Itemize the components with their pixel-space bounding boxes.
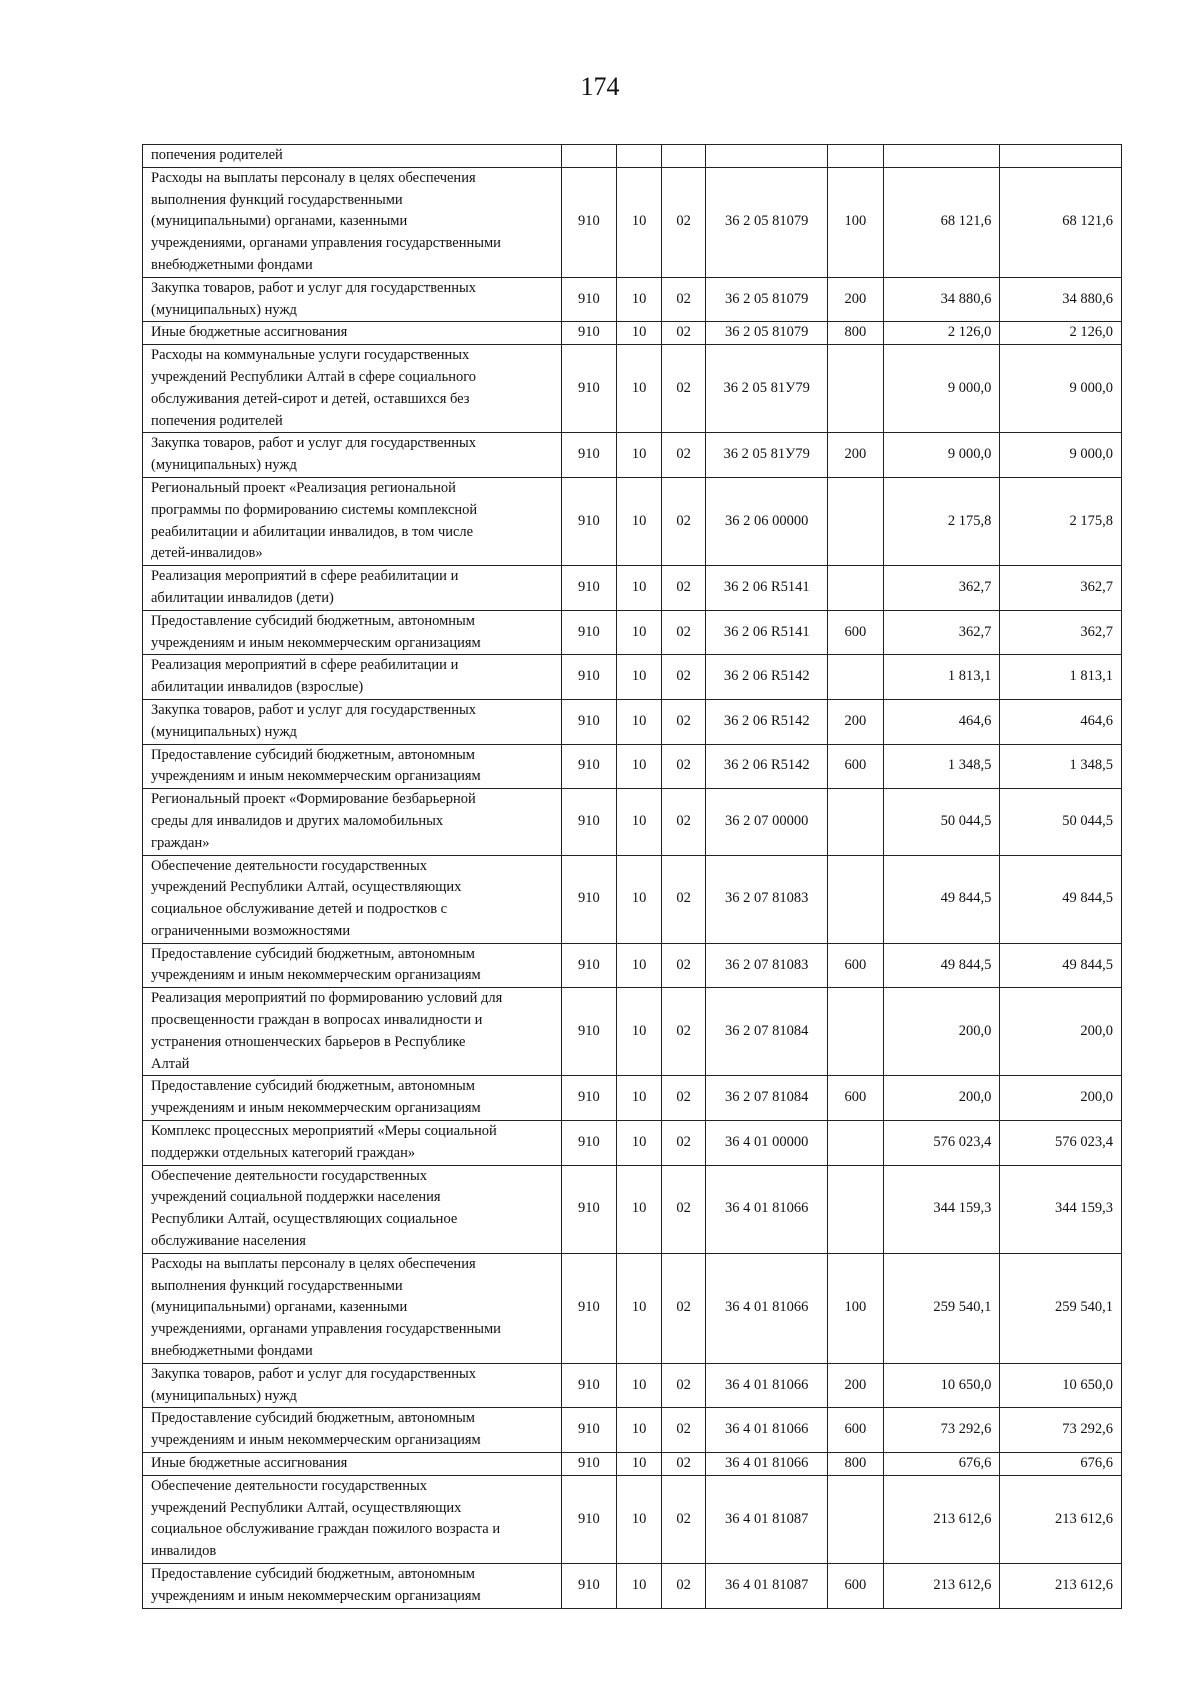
cell-amount-1: 464,6: [883, 699, 1000, 744]
table-row: [143, 1453, 1122, 1476]
cell-expense-type: 600: [828, 1564, 884, 1609]
expense-name-line: Закупка товаров, работ и услуг для государственных: [151, 279, 476, 296]
cell-target-article: 36 4 01 81066: [706, 1453, 828, 1476]
cell-subsection-code: 02: [661, 1121, 706, 1166]
cell-subsection-code: 02: [661, 345, 706, 433]
cell-expense-name: [143, 943, 562, 988]
cell-target-article: 36 4 01 00000: [706, 1121, 828, 1166]
expense-name-line: Республики Алтай, осуществляющих социальное: [151, 1211, 458, 1228]
cell-expense-type: [828, 477, 884, 565]
cell-ministry-code: 910: [561, 566, 617, 611]
cell-expense-type: [828, 855, 884, 943]
cell-target-article: 36 2 07 81083: [706, 855, 828, 943]
cell-expense-name: [143, 345, 562, 433]
expense-name-line: (муниципальных) нужд: [151, 457, 297, 474]
cell-amount-1: 362,7: [883, 566, 1000, 611]
cell-section-code: 10: [617, 322, 662, 345]
cell-amount-2: 68 121,6: [1000, 167, 1122, 277]
expense-name-line: Предоставление субсидий бюджетным, автономным: [151, 945, 475, 962]
cell-section-code: 10: [617, 855, 662, 943]
cell-amount-2: 362,7: [1000, 566, 1122, 611]
cell-expense-name: [143, 744, 562, 789]
expense-name-line: обслуживания детей-сирот и детей, оставшихся без: [151, 390, 470, 407]
cell-ministry-code: 910: [561, 1121, 617, 1166]
cell-ministry-code: 910: [561, 1165, 617, 1253]
expense-name-line: Предоставление субсидий бюджетным, автономным: [151, 1410, 475, 1427]
cell-ministry-code: 910: [561, 345, 617, 433]
expense-name-line: (муниципальных) нужд: [151, 301, 297, 318]
cell-expense-name: [143, 1453, 562, 1476]
cell-amount-1: 676,6: [883, 1453, 1000, 1476]
cell-amount-2: 259 540,1: [1000, 1253, 1122, 1363]
cell-ministry-code: 910: [561, 744, 617, 789]
expense-name-line: учреждениям и иным некоммерческим организациям: [151, 1432, 481, 1449]
expense-name-line: Расходы на выплаты персоналу в целях обеспечения: [151, 169, 476, 186]
cell-amount-1: 344 159,3: [883, 1165, 1000, 1253]
cell-expense-name: [143, 1564, 562, 1609]
cell-target-article: 36 4 01 81087: [706, 1475, 828, 1563]
cell-section-code: 10: [617, 610, 662, 655]
expense-name-line: Предоставление субсидий бюджетным, автономным: [151, 746, 475, 763]
cell-expense-name: [143, 610, 562, 655]
expense-name-line: учреждениям и иным некоммерческим организациям: [151, 967, 481, 984]
cell-amount-2: 213 612,6: [1000, 1475, 1122, 1563]
cell-ministry-code: 910: [561, 167, 617, 277]
expense-name-line: Региональный проект «Формирование безбарьерной: [151, 791, 476, 808]
expense-name-line: Закупка товаров, работ и услуг для государственных: [151, 701, 476, 718]
expense-name-line: Региональный проект «Реализация региональной: [151, 479, 456, 496]
budget-table: [142, 144, 1122, 1609]
cell-target-article: 36 2 07 81084: [706, 988, 828, 1076]
expense-name-line: Реализация мероприятий в сфере реабилитации и: [151, 657, 459, 674]
cell-amount-2: 49 844,5: [1000, 855, 1122, 943]
cell-expense-type: [828, 1121, 884, 1166]
cell-section-code: 10: [617, 167, 662, 277]
expense-name-line: социальное обслуживание граждан пожилого возраста и: [151, 1521, 501, 1538]
cell-amount-1: [883, 145, 1000, 168]
cell-expense-name: [143, 1121, 562, 1166]
table-row: [143, 167, 1122, 277]
table-row: [143, 1253, 1122, 1363]
cell-section-code: 10: [617, 433, 662, 478]
cell-subsection-code: [661, 145, 706, 168]
cell-expense-type: [828, 345, 884, 433]
cell-ministry-code: 910: [561, 855, 617, 943]
cell-amount-1: 200,0: [883, 988, 1000, 1076]
cell-section-code: 10: [617, 1121, 662, 1166]
cell-ministry-code: 910: [561, 1408, 617, 1453]
cell-subsection-code: 02: [661, 1453, 706, 1476]
table-row: [143, 1165, 1122, 1253]
cell-amount-2: 9 000,0: [1000, 345, 1122, 433]
table-row: [143, 277, 1122, 322]
table-row: [143, 433, 1122, 478]
cell-section-code: 10: [617, 1475, 662, 1563]
cell-amount-2: 1 813,1: [1000, 655, 1122, 700]
expense-name-line: Комплекс процессных мероприятий «Меры социальной: [151, 1123, 497, 1140]
table-row: [143, 477, 1122, 565]
cell-expense-type: 800: [828, 1453, 884, 1476]
table-row: [143, 855, 1122, 943]
table-row: [143, 1475, 1122, 1563]
cell-amount-2: 362,7: [1000, 610, 1122, 655]
cell-amount-1: 73 292,6: [883, 1408, 1000, 1453]
cell-expense-name: [143, 699, 562, 744]
cell-expense-name: [143, 277, 562, 322]
table-row: [143, 610, 1122, 655]
expense-name-line: граждан»: [151, 834, 210, 851]
cell-section-code: 10: [617, 1076, 662, 1121]
cell-subsection-code: 02: [661, 855, 706, 943]
cell-expense-name: [143, 433, 562, 478]
cell-subsection-code: 02: [661, 789, 706, 855]
cell-section-code: 10: [617, 699, 662, 744]
table-row: [143, 345, 1122, 433]
expense-name-line: Расходы на коммунальные услуги государственных: [151, 347, 470, 364]
cell-expense-type: [828, 789, 884, 855]
cell-expense-type: [828, 1475, 884, 1563]
table-row: [143, 566, 1122, 611]
cell-subsection-code: 02: [661, 566, 706, 611]
cell-ministry-code: 910: [561, 988, 617, 1076]
cell-target-article: 36 2 05 81079: [706, 167, 828, 277]
cell-amount-1: 68 121,6: [883, 167, 1000, 277]
cell-amount-2: 73 292,6: [1000, 1408, 1122, 1453]
cell-amount-2: 576 023,4: [1000, 1121, 1122, 1166]
cell-section-code: 10: [617, 655, 662, 700]
cell-ministry-code: 910: [561, 322, 617, 345]
cell-amount-1: 49 844,5: [883, 855, 1000, 943]
cell-target-article: 36 4 01 81066: [706, 1363, 828, 1408]
table-row: [143, 699, 1122, 744]
cell-expense-type: 600: [828, 744, 884, 789]
expense-name-line: учреждениям и иным некоммерческим организациям: [151, 768, 481, 785]
page-number: 174: [580, 72, 620, 101]
table-row: [143, 1076, 1122, 1121]
cell-amount-1: 9 000,0: [883, 433, 1000, 478]
cell-target-article: 36 2 06 R5142: [706, 744, 828, 789]
cell-amount-1: 34 880,6: [883, 277, 1000, 322]
cell-ministry-code: 910: [561, 943, 617, 988]
cell-amount-2: 676,6: [1000, 1453, 1122, 1476]
cell-subsection-code: 02: [661, 655, 706, 700]
expense-name-line: инвалидов: [151, 1543, 217, 1560]
cell-amount-1: 1 813,1: [883, 655, 1000, 700]
cell-section-code: 10: [617, 1363, 662, 1408]
expense-name-line: Алтай: [151, 1055, 190, 1072]
cell-amount-2: 50 044,5: [1000, 789, 1122, 855]
cell-section-code: 10: [617, 345, 662, 433]
cell-expense-name: [143, 1475, 562, 1563]
cell-ministry-code: 910: [561, 655, 617, 700]
cell-amount-2: 200,0: [1000, 1076, 1122, 1121]
cell-section-code: 10: [617, 1165, 662, 1253]
expense-name-line: детей-инвалидов»: [151, 545, 263, 562]
cell-subsection-code: 02: [661, 988, 706, 1076]
expense-name-line: Реализация мероприятий по формированию условий для: [151, 990, 503, 1007]
cell-target-article: 36 4 01 81066: [706, 1408, 828, 1453]
cell-subsection-code: 02: [661, 1408, 706, 1453]
cell-expense-name: [143, 167, 562, 277]
cell-section-code: 10: [617, 789, 662, 855]
expense-name-line: Предоставление субсидий бюджетным, автономным: [151, 612, 475, 629]
cell-expense-name: [143, 477, 562, 565]
expense-name-line: учреждениям и иным некоммерческим организациям: [151, 1587, 481, 1604]
cell-target-article: 36 2 06 R5141: [706, 610, 828, 655]
cell-expense-type: 600: [828, 610, 884, 655]
expense-name-line: учреждениям и иным некоммерческим организациям: [151, 634, 481, 651]
cell-ministry-code: 910: [561, 477, 617, 565]
cell-section-code: [617, 145, 662, 168]
expense-name-line: Реализация мероприятий в сфере реабилитации и: [151, 568, 459, 585]
expense-name-line: Предоставление субсидий бюджетным, автономным: [151, 1078, 475, 1095]
cell-amount-1: 2 126,0: [883, 322, 1000, 345]
cell-amount-1: 213 612,6: [883, 1564, 1000, 1609]
cell-target-article: 36 2 07 81084: [706, 1076, 828, 1121]
cell-amount-2: 1 348,5: [1000, 744, 1122, 789]
cell-section-code: 10: [617, 277, 662, 322]
cell-expense-type: 600: [828, 1076, 884, 1121]
cell-expense-name: [143, 145, 562, 168]
cell-amount-2: 200,0: [1000, 988, 1122, 1076]
cell-subsection-code: 02: [661, 477, 706, 565]
expense-name-line: абилитации инвалидов (взрослые): [151, 679, 364, 696]
expense-name-line: внебюджетными фондами: [151, 1343, 313, 1360]
cell-amount-2: 2 126,0: [1000, 322, 1122, 345]
cell-target-article: 36 2 07 81083: [706, 943, 828, 988]
cell-amount-1: 200,0: [883, 1076, 1000, 1121]
cell-section-code: 10: [617, 1564, 662, 1609]
table-row: [143, 1408, 1122, 1453]
cell-amount-2: 34 880,6: [1000, 277, 1122, 322]
expense-name-line: Предоставление субсидий бюджетным, автономным: [151, 1566, 475, 1582]
cell-amount-1: 576 023,4: [883, 1121, 1000, 1166]
cell-expense-type: 800: [828, 322, 884, 345]
cell-section-code: 10: [617, 988, 662, 1076]
expense-name-line: выполнения функций государственными: [151, 1277, 403, 1294]
cell-ministry-code: 910: [561, 277, 617, 322]
cell-target-article: 36 2 05 81У79: [706, 433, 828, 478]
cell-amount-2: 49 844,5: [1000, 943, 1122, 988]
cell-amount-1: 50 044,5: [883, 789, 1000, 855]
cell-expense-name: [143, 988, 562, 1076]
cell-expense-type: 100: [828, 1253, 884, 1363]
cell-amount-2: 10 650,0: [1000, 1363, 1122, 1408]
expense-name-line: ограниченными возможностями: [151, 922, 351, 939]
cell-subsection-code: 02: [661, 1253, 706, 1363]
expense-name-line: абилитации инвалидов (дети): [151, 589, 334, 606]
cell-amount-2: 464,6: [1000, 699, 1122, 744]
expense-name-line: Закупка товаров, работ и услуг для государственных: [151, 435, 476, 452]
cell-section-code: 10: [617, 1253, 662, 1363]
expense-name-line: реабилитации и абилитации инвалидов, в том числе: [151, 523, 474, 540]
expense-name-line: учреждениям и иным некоммерческим организациям: [151, 1100, 481, 1117]
cell-amount-2: 213 612,6: [1000, 1564, 1122, 1609]
cell-expense-name: [143, 322, 562, 345]
cell-target-article: 36 2 06 R5141: [706, 566, 828, 611]
cell-subsection-code: 02: [661, 610, 706, 655]
cell-ministry-code: 910: [561, 789, 617, 855]
expense-name-line: внебюджетными фондами: [151, 256, 313, 273]
cell-ministry-code: [561, 145, 617, 168]
expense-name-line: среды для инвалидов и других маломобильных: [151, 812, 444, 829]
cell-expense-type: [828, 145, 884, 168]
cell-subsection-code: 02: [661, 322, 706, 345]
cell-expense-name: [143, 655, 562, 700]
cell-subsection-code: 02: [661, 943, 706, 988]
cell-target-article: 36 2 05 81079: [706, 277, 828, 322]
cell-ministry-code: 910: [561, 1453, 617, 1476]
table-row: [143, 988, 1122, 1076]
cell-amount-1: 1 348,5: [883, 744, 1000, 789]
expense-name-line: поддержки отдельных категорий граждан»: [151, 1144, 416, 1161]
expense-name-line: Обеспечение деятельности государственных: [151, 1167, 427, 1184]
cell-subsection-code: 02: [661, 433, 706, 478]
cell-expense-type: 600: [828, 1408, 884, 1453]
cell-ministry-code: 910: [561, 433, 617, 478]
cell-subsection-code: 02: [661, 1564, 706, 1609]
expense-name-line: учреждениями, органами управления государственными: [151, 1321, 501, 1338]
cell-section-code: 10: [617, 566, 662, 611]
expense-name-line: учреждений социальной поддержки населения: [151, 1189, 441, 1206]
cell-target-article: 36 2 05 81079: [706, 322, 828, 345]
cell-subsection-code: 02: [661, 277, 706, 322]
cell-amount-2: 2 175,8: [1000, 477, 1122, 565]
cell-ministry-code: 910: [561, 1564, 617, 1609]
cell-expense-type: [828, 988, 884, 1076]
table-row: [143, 1564, 1122, 1609]
cell-section-code: 10: [617, 1408, 662, 1453]
expense-name-line: (муниципальными) органами, казенными: [151, 1299, 408, 1316]
cell-target-article: 36 2 06 00000: [706, 477, 828, 565]
cell-target-article: 36 2 05 81У79: [706, 345, 828, 433]
expense-name-line: программы по формированию системы комплексной: [151, 501, 478, 518]
cell-subsection-code: 02: [661, 1363, 706, 1408]
cell-amount-1: 49 844,5: [883, 943, 1000, 988]
cell-section-code: 10: [617, 744, 662, 789]
cell-expense-name: [143, 566, 562, 611]
cell-expense-name: [143, 1253, 562, 1363]
cell-expense-name: [143, 1165, 562, 1253]
expense-name-line: попечения родителей: [151, 147, 283, 163]
cell-expense-type: [828, 655, 884, 700]
expense-name-line: (муниципальных) нужд: [151, 1387, 297, 1404]
expense-name-line: учреждений Республики Алтай, осуществляющих: [151, 879, 462, 896]
cell-expense-type: 100: [828, 167, 884, 277]
budget-table-body: [143, 145, 1122, 1609]
cell-expense-type: [828, 1165, 884, 1253]
cell-expense-type: 600: [828, 943, 884, 988]
expense-name-line: Обеспечение деятельности государственных: [151, 857, 427, 874]
expense-name-line: выполнения функций государственными: [151, 191, 403, 208]
cell-expense-name: [143, 1076, 562, 1121]
cell-expense-type: 200: [828, 699, 884, 744]
expense-name-line: (муниципальными) органами, казенными: [151, 213, 408, 230]
cell-ministry-code: 910: [561, 1253, 617, 1363]
cell-expense-type: 200: [828, 277, 884, 322]
cell-subsection-code: 02: [661, 1165, 706, 1253]
cell-amount-1: 10 650,0: [883, 1363, 1000, 1408]
expense-name-line: обслуживание населения: [151, 1233, 306, 1250]
cell-expense-name: [143, 855, 562, 943]
cell-ministry-code: 910: [561, 1076, 617, 1121]
cell-expense-type: 200: [828, 433, 884, 478]
expense-name-line: устранения отношенческих барьеров в Республике: [151, 1033, 466, 1050]
cell-subsection-code: 02: [661, 699, 706, 744]
cell-target-article: 36 2 06 R5142: [706, 699, 828, 744]
table-row: [143, 322, 1122, 345]
cell-amount-1: 9 000,0: [883, 345, 1000, 433]
table-row: [143, 1121, 1122, 1166]
cell-subsection-code: 02: [661, 744, 706, 789]
expense-name-line: Иные бюджетные ассигнования: [151, 324, 348, 341]
expense-name-line: (муниципальных) нужд: [151, 723, 297, 740]
expense-name-line: социальное обслуживание детей и подростков с: [151, 901, 448, 918]
table-row: [143, 1363, 1122, 1408]
table-row: [143, 655, 1122, 700]
cell-target-article: 36 2 07 00000: [706, 789, 828, 855]
cell-expense-type: 200: [828, 1363, 884, 1408]
cell-target-article: 36 4 01 81066: [706, 1253, 828, 1363]
cell-target-article: 36 4 01 81066: [706, 1165, 828, 1253]
table-row: [143, 789, 1122, 855]
cell-subsection-code: 02: [661, 1475, 706, 1563]
cell-amount-2: [1000, 145, 1122, 168]
expense-name-line: попечения родителей: [151, 412, 283, 429]
cell-amount-1: 362,7: [883, 610, 1000, 655]
table-row: [143, 744, 1122, 789]
cell-amount-2: 344 159,3: [1000, 1165, 1122, 1253]
table-row: [143, 145, 1122, 168]
cell-ministry-code: 910: [561, 1363, 617, 1408]
expense-name-line: учреждений Республики Алтай, осуществляющих: [151, 1499, 462, 1516]
cell-ministry-code: 910: [561, 1475, 617, 1563]
cell-amount-2: 9 000,0: [1000, 433, 1122, 478]
cell-section-code: 10: [617, 1453, 662, 1476]
cell-section-code: 10: [617, 943, 662, 988]
expense-name-line: учреждений Республики Алтай в сфере социального: [151, 368, 477, 385]
cell-amount-1: 213 612,6: [883, 1475, 1000, 1563]
cell-ministry-code: 910: [561, 699, 617, 744]
cell-target-article: 36 2 06 R5142: [706, 655, 828, 700]
expense-name-line: Обеспечение деятельности государственных: [151, 1477, 427, 1494]
cell-target-article: 36 4 01 81087: [706, 1564, 828, 1609]
expense-name-line: Закупка товаров, работ и услуг для государственных: [151, 1365, 476, 1382]
cell-subsection-code: 02: [661, 1076, 706, 1121]
cell-section-code: 10: [617, 477, 662, 565]
cell-expense-name: [143, 789, 562, 855]
expense-name-line: просвещенности граждан в вопросах инвалидности и: [151, 1012, 483, 1029]
cell-expense-name: [143, 1408, 562, 1453]
cell-expense-name: [143, 1363, 562, 1408]
cell-amount-1: 259 540,1: [883, 1253, 1000, 1363]
expense-name-line: Расходы на выплаты персоналу в целях обеспечения: [151, 1255, 476, 1272]
expense-name-line: Иные бюджетные ассигнования: [151, 1455, 348, 1472]
cell-target-article: [706, 145, 828, 168]
cell-ministry-code: 910: [561, 610, 617, 655]
cell-subsection-code: 02: [661, 167, 706, 277]
table-row: [143, 943, 1122, 988]
cell-expense-type: [828, 566, 884, 611]
cell-amount-1: 2 175,8: [883, 477, 1000, 565]
expense-name-line: учреждениями, органами управления государственными: [151, 235, 501, 252]
